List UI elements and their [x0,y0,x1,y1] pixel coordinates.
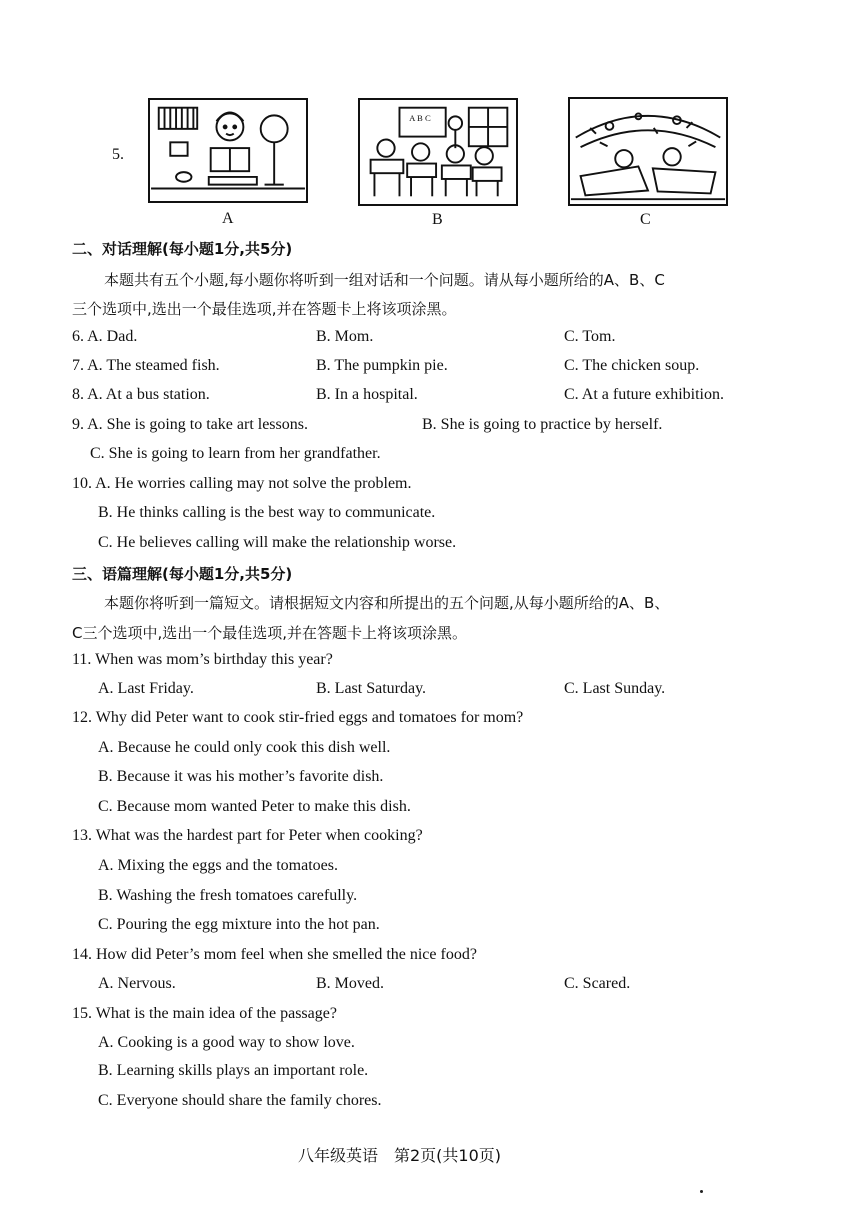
q13-stem: 13. What was the hardest part for Peter when cooking? [72,827,423,844]
picture-c-future-scene [568,97,728,206]
q15-stem: 15. What is the main idea of the passage? [72,1005,337,1022]
q7-option-b: B. The pumpkin pie. [316,357,448,374]
q11-stem: 11. When was mom’s birthday this year? [72,651,333,668]
section-3-heading: 三、语篇理解(每小题1分,共5分) [72,565,293,583]
q9-option-a: 9. A. She is going to take art lessons. [72,416,308,433]
q15-option-c: C. Everyone should share the family chores. [98,1092,382,1109]
q14-option-b: B. Moved. [316,975,384,992]
question-5-number: 5. [112,146,124,163]
section-2-instruction-line2: 三个选项中,选出一个最佳选项,并在答题卡上将该项涂黑。 [72,300,457,318]
q14-option-c: C. Scared. [564,975,631,992]
q6-option-a: 6. A. Dad. [72,328,138,345]
q11-option-a: A. Last Friday. [98,680,194,697]
q12-stem: 12. Why did Peter want to cook stir-fried eggs and tomatoes for mom? [72,709,524,726]
q12-option-b: B. Because it was his mother’s favorite dish. [98,768,384,785]
q6-option-c: C. Tom. [564,328,616,345]
picture-b-classroom [358,98,518,206]
section-2-heading: 二、对话理解(每小题1分,共5分) [72,240,293,258]
q7-option-a: 7. A. The steamed fish. [72,357,220,374]
q10-option-c: C. He believes calling will make the relationship worse. [98,534,457,551]
scan-speck [700,1190,703,1193]
picture-a-label: A [222,210,234,227]
picture-a-boy-reading [148,98,308,203]
q7-option-c: C. The chicken soup. [564,357,700,374]
blackboard-text: A B C [409,113,431,124]
picture-b-label: B [432,211,443,228]
section-3-instruction-line1: 本题你将听到一篇短文。请根据短文内容和所提出的五个问题,从每小题所给的A、B、 [104,594,670,612]
q6-option-b: B. Mom. [316,328,374,345]
q11-option-b: B. Last Saturday. [316,680,427,697]
section-2-instruction-line1: 本题共有五个小题,每小题你将听到一组对话和一个问题。请从每小题所给的A、B、C [104,271,665,289]
q9-option-c: C. She is going to learn from her grandfather. [90,445,381,462]
q8-option-b: B. In a hospital. [316,386,418,403]
q8-option-c: C. At a future exhibition. [564,386,724,403]
q15-option-b: B. Learning skills plays an important role. [98,1062,369,1079]
q10-option-a: 10. A. He worries calling may not solve the problem. [72,475,412,492]
q13-option-a: A. Mixing the eggs and the tomatoes. [98,857,338,874]
q10-option-b: B. He thinks calling is the best way to communicate. [98,504,436,521]
q8-option-a: 8. A. At a bus station. [72,386,210,403]
q15-option-a: A. Cooking is a good way to show love. [98,1034,355,1051]
q9-option-b: B. She is going to practice by herself. [422,416,663,433]
q11-option-c: C. Last Sunday. [564,680,666,697]
q13-option-b: B. Washing the fresh tomatoes carefully. [98,887,358,904]
q12-option-c: C. Because mom wanted Peter to make this dish. [98,798,411,815]
section-3-instruction-line2: C三个选项中,选出一个最佳选项,并在答题卡上将该项涂黑。 [72,624,468,642]
q12-option-a: A. Because he could only cook this dish well. [98,739,391,756]
picture-c-label: C [640,211,651,228]
q14-stem: 14. How did Peter’s mom feel when she smelled the nice food? [72,946,477,963]
q13-option-c: C. Pouring the egg mixture into the hot pan. [98,916,380,933]
page-footer: 八年级英语 第2页(共10页) [298,1146,502,1165]
q14-option-a: A. Nervous. [98,975,176,992]
